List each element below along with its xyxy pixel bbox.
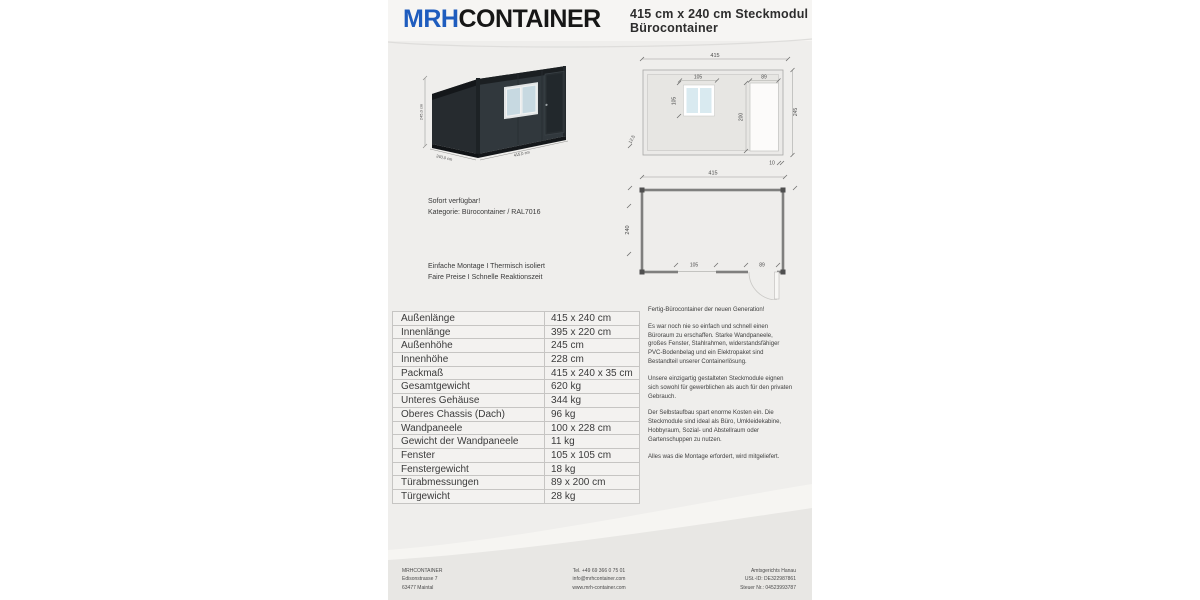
render3d-width-dim: 415,0 cm	[513, 149, 531, 158]
spec-value: 18 kg	[551, 463, 576, 475]
footer-contact-line: www.mrh-container.com	[572, 584, 626, 591]
elevation-height-dim: 245	[793, 107, 799, 117]
footer-contact-line: info@mrhcontainer.com	[572, 576, 626, 583]
spec-label: Innenhöhe	[393, 353, 545, 366]
floorplan-door-dim: 89	[759, 262, 765, 269]
elevation-base-offset-dim: 12,5	[627, 134, 636, 145]
elevation-door-width-dim: 89	[761, 74, 767, 81]
footer	[388, 567, 812, 592]
floorplan-depth-dim: 240	[625, 225, 631, 235]
elevation-door	[750, 83, 779, 151]
footer-contact	[533, 567, 664, 592]
spec-value: 620 kg	[551, 381, 582, 393]
brand-logo	[403, 5, 601, 34]
spec-value: 415 x 240 x 35 cm	[551, 367, 633, 379]
availability-note	[428, 197, 540, 219]
description-paragraph: Fertig-Bürocontainer der neuen Generation!	[648, 307, 765, 313]
spec-label: Außenlänge	[393, 312, 545, 325]
table-row	[392, 408, 640, 422]
spec-value: 415 x 240 cm	[551, 313, 612, 324]
table-row	[392, 380, 640, 394]
spec-value: 344 kg	[551, 395, 582, 407]
specs-table	[392, 311, 640, 504]
features-line1: Einfache Montage I Thermisch isoliert	[428, 263, 545, 270]
spec-value: 11 kg	[551, 436, 575, 448]
page-title-line1: 415 cm x 240 cm Steckmodul	[630, 7, 809, 21]
logo-mrh: MRH	[403, 5, 459, 33]
description-paragraph: Unsere einzigartig gestalteten Steckmodule eignen sich sowohl für gewerblichen als auch für den privaten Gebrauch.	[648, 375, 793, 400]
table-row	[392, 353, 640, 367]
elevation-drawing	[620, 45, 810, 170]
spec-label: Türgewicht	[393, 490, 545, 503]
footer-address-line: 63477 Maintal	[402, 584, 434, 591]
floorplan-drawing	[620, 160, 810, 300]
availability-line1: Sofort verfügbar!	[428, 198, 481, 205]
spec-label: Fenstergewicht	[393, 463, 545, 476]
description-column	[648, 306, 793, 469]
spec-label: Außenhöhe	[393, 339, 545, 352]
elevation-window-width-dim: 105	[693, 74, 703, 81]
door-swing-arc	[749, 272, 777, 300]
spec-value: 89 x 200 cm	[551, 477, 606, 489]
description-paragraph: Der Selbstaufbau spart enorme Kosten ein. Die Steckmodule sind ideal als Büro, Umkleidekabine, Hobbyraum, Sozial- und Abstellraum oder Gartenschuppen zu nutzen.	[648, 410, 782, 443]
spec-label: Gesamtgewicht	[393, 380, 545, 393]
table-row	[392, 394, 640, 408]
spec-label: Wandpaneele	[393, 422, 545, 435]
render3d-height-dim: 245,0 cm	[418, 103, 424, 121]
footer-legal-line: Amtsgerichts Hanau	[750, 568, 796, 574]
spec-label: Innenlänge	[393, 326, 545, 339]
spec-sheet-page	[388, 0, 812, 600]
render3d-depth-dim: 240,0 cm	[435, 153, 453, 162]
footer-legal-line: USt.-ID: DE322987861	[744, 576, 796, 583]
table-row	[392, 367, 640, 381]
spec-label: Unteres Gehäuse	[393, 394, 545, 407]
spec-label: Oberes Chassis (Dach)	[393, 408, 545, 421]
spec-label: Gewicht der Wandpaneele	[393, 435, 545, 448]
spec-value: 105 x 105 cm	[551, 449, 612, 461]
elevation-corner-offset-dim: 10	[769, 160, 775, 167]
footer-address-line: MRHCONTAINER	[402, 568, 443, 574]
footer-legal	[665, 567, 812, 592]
spec-label: Türabmessungen	[393, 476, 545, 489]
floorplan-window-dim: 105	[689, 262, 699, 269]
spec-label: Packmaß	[393, 367, 545, 380]
footer-legal-line: Steuer Nr.: 04523993787	[740, 584, 796, 591]
footer-address-line: Edisonstrasse 7	[402, 576, 438, 583]
availability-line2: Kategorie: Bürocontainer / RAL7016	[428, 208, 541, 216]
spec-value: 100 x 228 cm	[551, 422, 612, 434]
elevation-window-height-dim: 105	[671, 96, 678, 106]
spec-value: 395 x 220 cm	[551, 326, 612, 338]
logo-container: CONTAINER	[458, 5, 601, 33]
table-row	[392, 326, 640, 340]
table-row	[392, 463, 640, 477]
table-row	[392, 339, 640, 353]
description-paragraph: Alles was die Montage erfordert, wird mitgeliefert.	[648, 453, 780, 460]
page-title	[630, 7, 808, 35]
container-3d-image	[418, 48, 608, 190]
footer-contact-line: Tel. +49 69 366 0 75 01	[572, 568, 626, 574]
spec-value: 96 kg	[551, 408, 576, 420]
description-paragraph: Es war noch nie so einfach und schnell einen Büroraum zu erschaffen. Starke Wandpaneele, großes Fenster, Stahlrahmen, widerstandsfähiger PVC-Bodenbelag und ein Elektropaket sind Bestandteil unserer Containerlösung.	[648, 323, 780, 366]
floorplan-width-dim: 415	[708, 170, 718, 177]
elevation-width-dim: 415	[710, 53, 720, 59]
features-line2: Faire Preise I Schnelle Reaktionszeit	[428, 273, 543, 281]
page-title-line2: Bürocontainer	[630, 21, 719, 35]
door-leaf	[775, 272, 780, 299]
spec-value: 28 kg	[551, 490, 576, 502]
features-note	[428, 262, 545, 284]
spec-label: Fenster	[393, 449, 545, 462]
elevation-door-height-dim: 200	[738, 112, 745, 122]
spec-value: 245 cm	[551, 340, 584, 352]
table-row	[392, 449, 640, 463]
spec-value: 228 cm	[551, 354, 584, 366]
footer-address	[388, 567, 533, 592]
table-row	[392, 312, 640, 326]
table-row	[392, 422, 640, 436]
table-row	[392, 435, 640, 449]
